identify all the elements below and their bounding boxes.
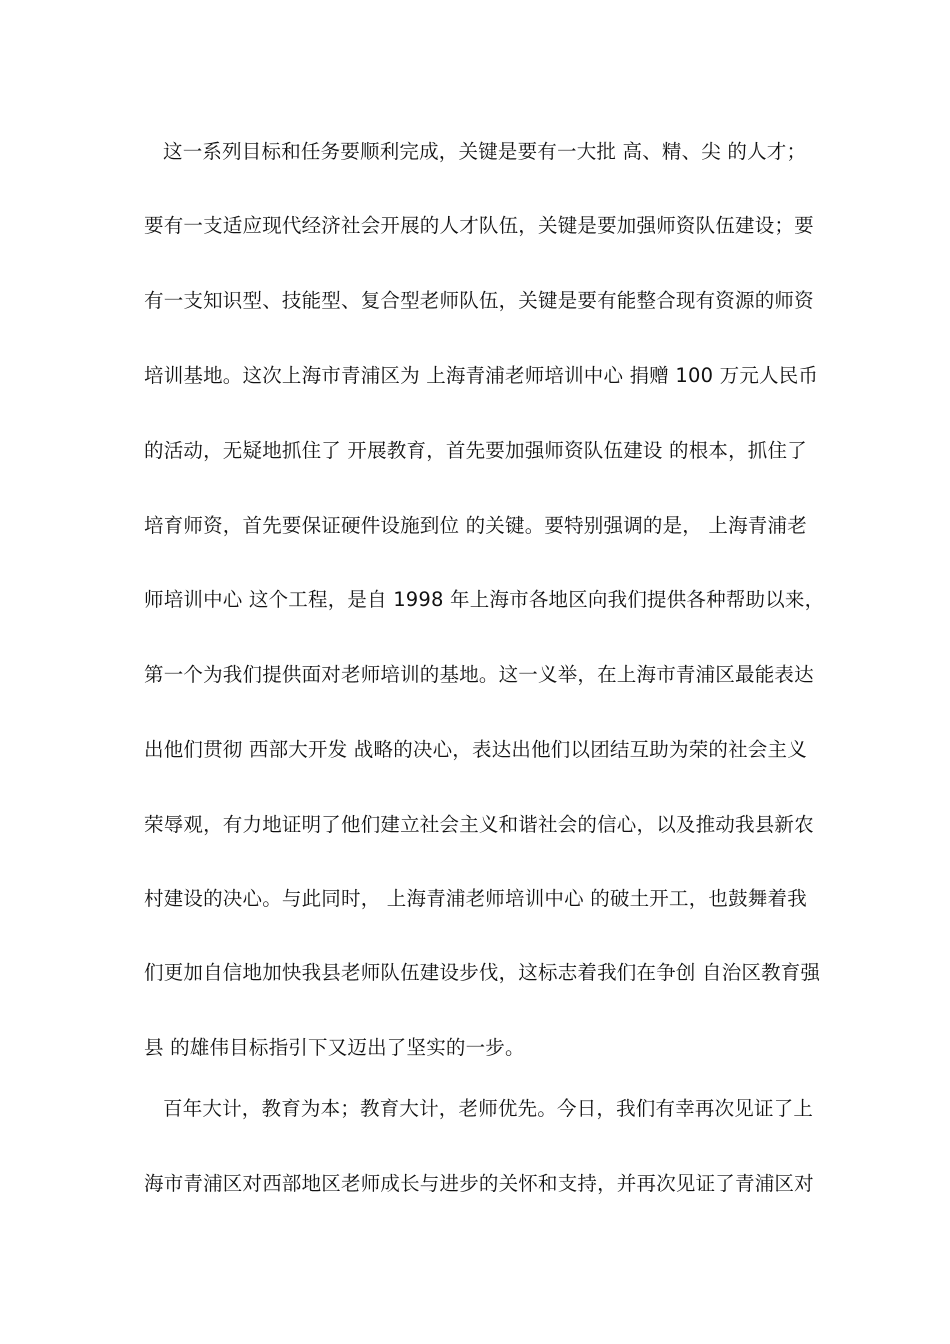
- paragraph-line: 师培训中心 这个工程，是自 1998 年上海市各地区向我们提供各种帮助以来，: [144, 588, 825, 611]
- paragraph-line: 有一支知识型、技能型、复合型老师队伍，关键是要有能整合现有资源的师资: [144, 289, 814, 312]
- paragraph-line: 这一系列目标和任务要顺利完成，关键是要有一大批 高、精、尖 的人才；: [163, 140, 807, 163]
- paragraph-line: 培育师资，首先要保证硬件设施到位 的关键。要特别强调的是， 上海青浦老: [144, 514, 807, 537]
- paragraph-line: 县 的雄伟目标指引下又迈出了坚实的一步。: [144, 1036, 525, 1059]
- paragraph-line: 村建设的决心。与此同时， 上海青浦老师培训中心 的破土开工，也鼓舞着我: [144, 887, 807, 910]
- paragraph-line: 要有一支适应现代经济社会开展的人才队伍，关键是要加强师资队伍建设；要: [144, 214, 814, 237]
- paragraph-line: 的活动，无疑地抓住了 开展教育，首先要加强师资队伍建设 的根本，抓住了: [144, 439, 807, 462]
- paragraph-line: 荣辱观，有力地证明了他们建立社会主义和谐社会的信心，以及推动我县新农: [144, 813, 814, 836]
- paragraph-line: 百年大计，教育为本；教育大计，老师优先。今日，我们有幸再次见证了上: [163, 1097, 814, 1120]
- paragraph-line: 培训基地。这次上海市青浦区为 上海青浦老师培训中心 捐赠 100 万元人民币: [144, 364, 819, 387]
- paragraph-line: 出他们贯彻 西部大开发 战略的决心，表达出他们以团结互助为荣的社会主义: [144, 738, 807, 761]
- paragraph-line: 海市青浦区对西部地区老师成长与进步的关怀和支持，并再次见证了青浦区对: [144, 1172, 814, 1195]
- paragraph-line: 们更加自信地加快我县老师队伍建设步伐，这标志着我们在争创 自治区教育强: [144, 961, 821, 984]
- paragraph-line: 第一个为我们提供面对老师培训的基地。这一义举，在上海市青浦区最能表达: [144, 663, 814, 686]
